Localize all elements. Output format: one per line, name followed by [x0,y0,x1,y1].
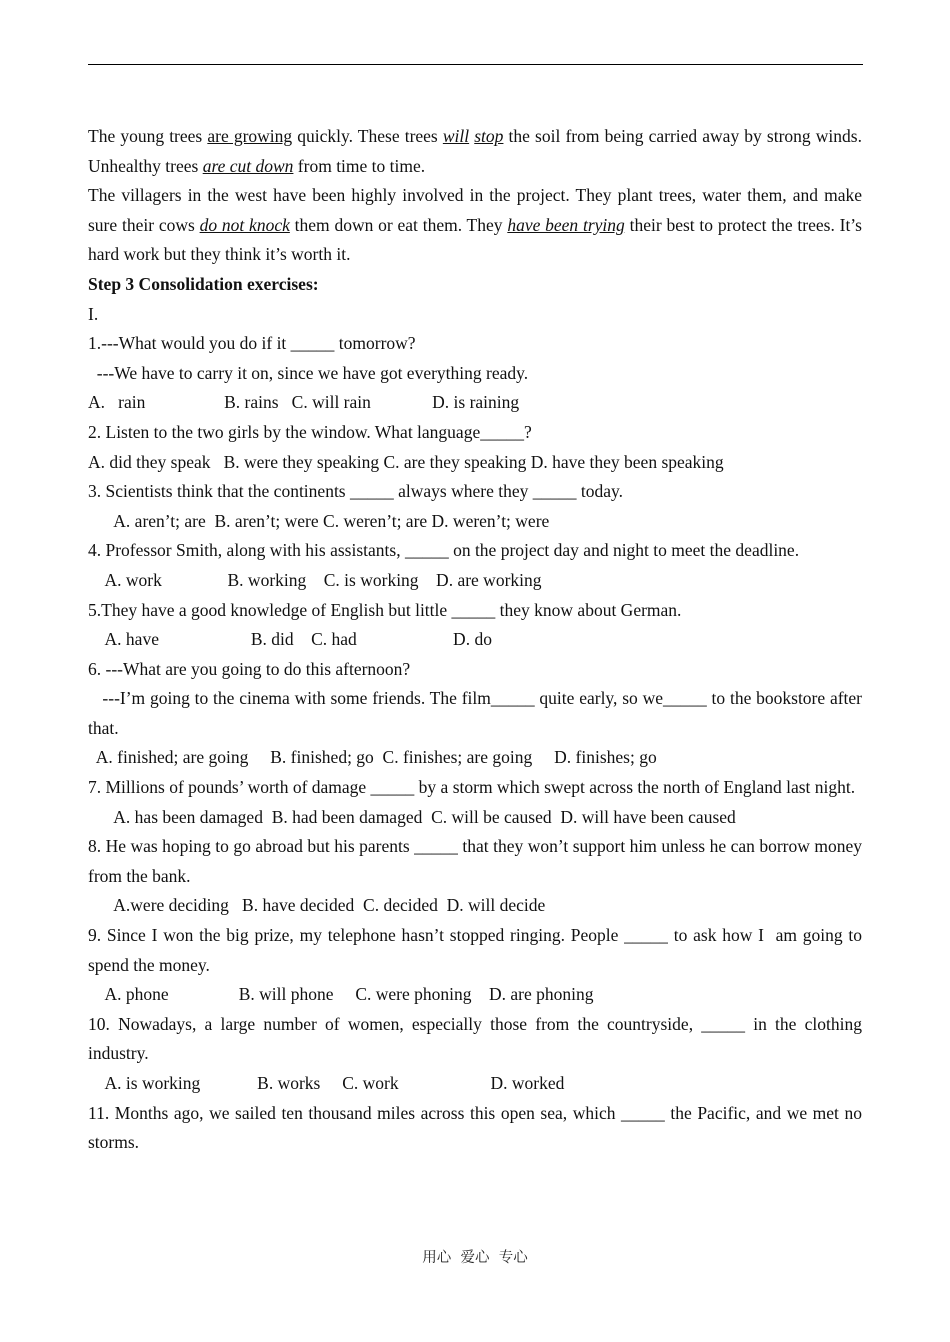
passage-paragraph-2 [88,181,862,270]
header-rule [88,64,863,65]
question-1-stem: 1.---What would you do if it _____ tomorrow? [88,333,416,354]
question-10-options: A. is working B. works C. work D. worked [88,1073,565,1093]
document-body [88,122,867,1158]
text: their best to protect the trees. It’s hard work but they think it’s worth it. [88,214,862,265]
text: the soil from being carried away by strong winds. Unhealthy trees [88,126,862,176]
question-1-stem-reply: ---We have to carry it on, since we have got everything ready. [88,362,529,383]
question-2-options: A. did they speak B. were they speaking C. are they speaking D. have they been speaking [88,451,724,472]
page-footer: 用心 爱心 专心 [422,1250,528,1266]
question-5-stem: 5.They have a good knowledge of English but little _____ they know about German. [88,599,682,620]
text: them down or eat them. They [289,214,508,235]
question-10-stem: 10. Nowadays, a large number of women, especially those from the countryside, _____ in the clothing industry. [88,1013,862,1064]
question-2-stem: 2. Listen to the two girls by the window. What language_____? [88,421,532,442]
underlined-verb: will [442,126,470,146]
text: quickly. These trees [292,126,443,146]
question-3-stem: 3. Scientists think that the continents _____ always where they _____ today. [88,481,623,502]
text: from time to time. [293,155,426,176]
question-11-stem: 11. Months ago, we sailed ten thousand miles across this open sea, which _____ the Pacific, and we met no storms. [88,1102,862,1153]
text: The young trees [88,126,208,146]
question-7-options: A. has been damaged B. had been damaged C. will be caused D. will have been caused [88,806,736,827]
underlined-verb: stop [474,126,504,146]
passage-paragraph-1 [88,122,862,181]
question-7-stem: 7. Millions of pounds’ worth of damage _____ by a storm which swept across the north of England last night. [88,777,856,798]
question-9-stem: 9. Since I won the big prize, my telephone hasn’t stopped ringing. People _____ to ask how I am going to spend the money. [88,925,867,975]
question-6-stem-reply: ---I’m going to the cinema with some friends. The film_____ quite early, so we_____ to the bookstore after that. [88,688,867,738]
underlined-verb: are growing [207,126,293,146]
question-9-options: A. phone B. will phone C. were phoning D. are phoning [88,984,594,1005]
question-8-options: A.were deciding B. have decided C. decided D. will decide [88,895,546,916]
underlined-verb: are cut down [202,155,294,176]
question-6-options: A. finished; are going B. finished; go C. finishes; are going D. finishes; go [88,747,657,768]
question-5-options: A. have B. did C. had D. do [88,629,492,650]
question-3-options: A. aren’t; are B. aren’t; were C. weren’t; are D. weren’t; were [88,510,550,531]
question-6-stem: 6. ---What are you going to do this afternoon? [88,658,411,679]
underlined-verb: have been trying [507,214,625,235]
question-4-options: A. work B. working C. is working D. are working [88,569,542,590]
step-heading: Step 3 Consolidation exercises: [88,273,319,294]
question-4-stem: 4. Professor Smith, along with his assistants, _____ on the project day and night to meet the deadline. [88,540,800,561]
question-8-stem: 8. He was hoping to go abroad but his parents _____ that they won’t support him unless he can borrow money from the bank. [88,836,862,886]
section-number: I. [88,303,99,324]
underlined-verb: do not knock [199,214,290,235]
text: The villagers in the west have been highly involved in the project. They plant trees, water them, and make sure their cows [88,185,862,235]
question-1-options: A. rain B. rains C. will rain D. is raining [88,392,520,413]
